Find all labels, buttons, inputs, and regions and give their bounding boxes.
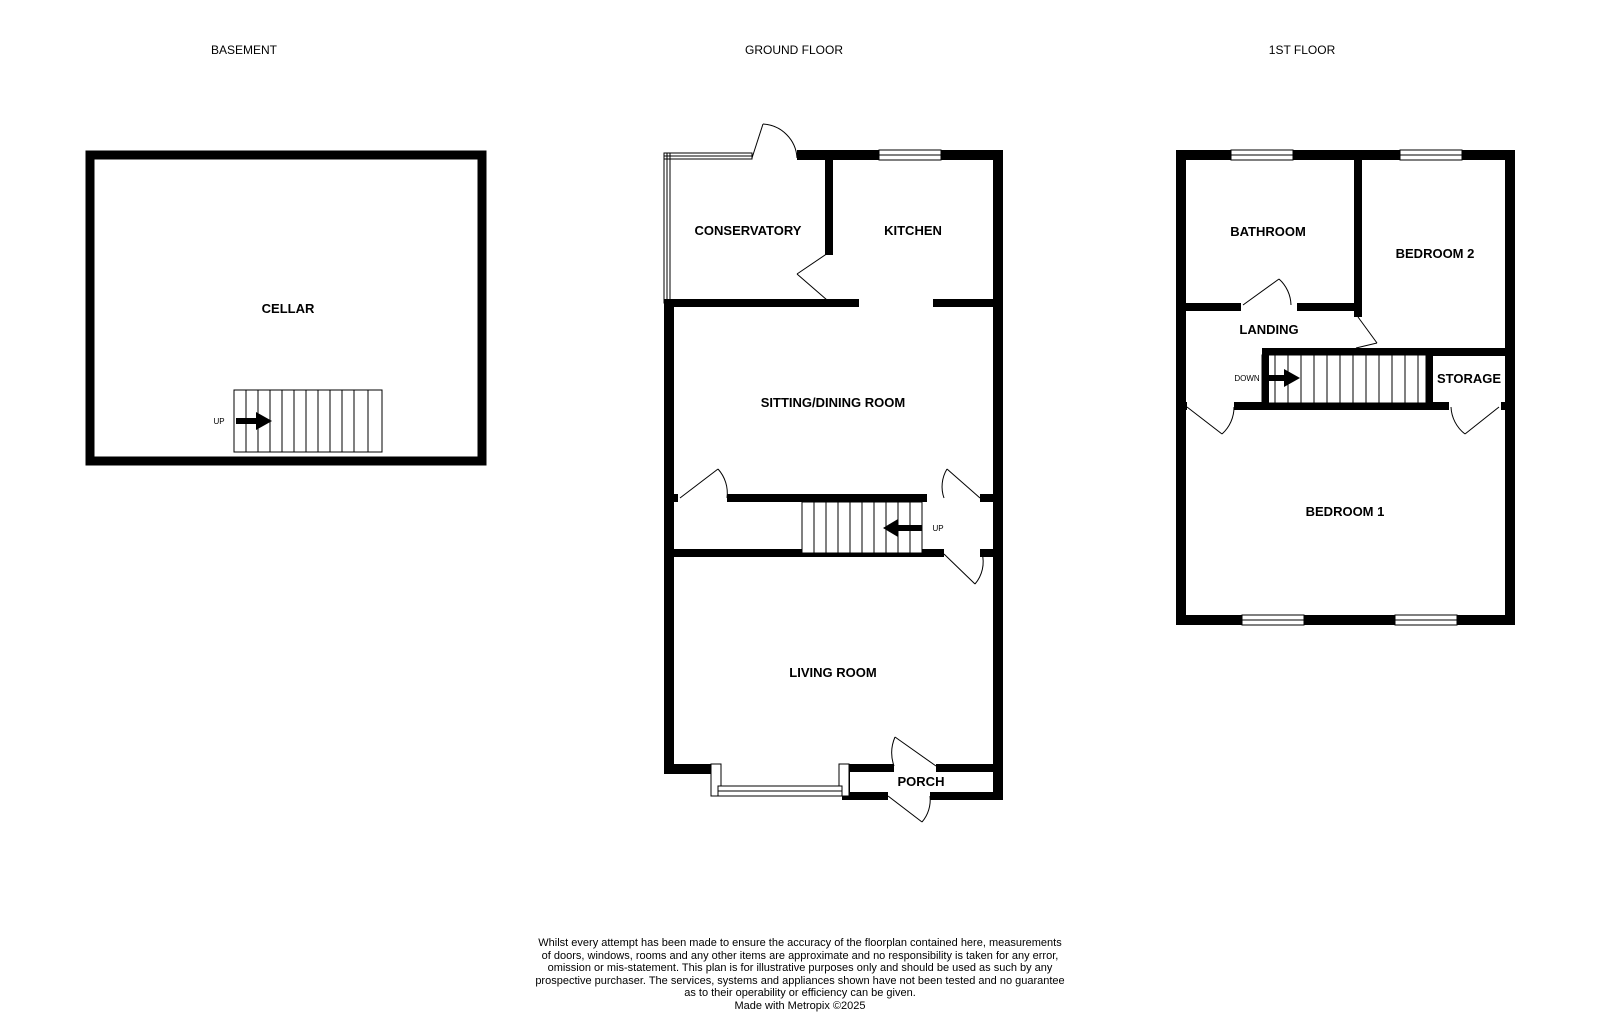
room-label-kitchen: KITCHEN — [884, 223, 942, 238]
disclaimer-line: prospective purchaser. The services, systems and appliances shown have not been tested and no guarantee — [535, 974, 1065, 987]
room-label-bathroom: BATHROOM — [1230, 224, 1306, 239]
room-label-bedroom2: BEDROOM 2 — [1395, 246, 1475, 261]
first-floor-title: 1ST FLOOR — [1268, 43, 1336, 57]
disclaimer-line: of doors, windows, rooms and any other items are approximate and no responsibility is taken for any error, — [541, 949, 1059, 962]
ground-stair-label: UP — [932, 524, 944, 533]
room-label-storage: STORAGE — [1436, 371, 1502, 386]
room-label-living: LIVING ROOM — [789, 665, 877, 680]
first-floor-staircase — [1234, 348, 1426, 406]
room-label-sitting-dining: SITTING/DINING ROOM — [760, 395, 906, 410]
room-label-porch: PORCH — [897, 774, 945, 789]
first-stair-label: DOWN — [1234, 374, 1260, 383]
first-floor-plan — [1176, 43, 1515, 625]
ground-floor-plan — [664, 43, 1003, 822]
disclaimer — [500, 937, 1100, 1012]
disclaimer-line: Whilst every attempt has been made to ensure the accuracy of the floorplan contained here, measurements — [538, 937, 1062, 949]
kitchen-window — [879, 150, 941, 160]
room-label-cellar: CELLAR — [261, 301, 315, 316]
ground-floor-walls — [664, 150, 1003, 800]
basement-staircase — [213, 390, 382, 452]
ground-floor-staircase — [802, 502, 944, 553]
basement-plan — [90, 43, 482, 461]
room-label-conservatory: CONSERVATORY — [694, 223, 802, 238]
basement-title: BASEMENT — [210, 43, 278, 57]
front-window — [711, 764, 849, 796]
disclaimer-line: as to their operability or efficiency can be given. — [684, 987, 916, 999]
credit-line: Made with Metropix ©2025 — [734, 999, 866, 1012]
basement-stair-label: UP — [213, 417, 225, 426]
disclaimer-line: omission or mis-statement. This plan is for illustrative purposes only and should be used as such by any — [547, 962, 1053, 974]
room-label-bedroom1: BEDROOM 1 — [1305, 504, 1385, 519]
ground-floor-title: GROUND FLOOR — [744, 43, 844, 57]
room-label-landing: LANDING — [1239, 322, 1299, 337]
